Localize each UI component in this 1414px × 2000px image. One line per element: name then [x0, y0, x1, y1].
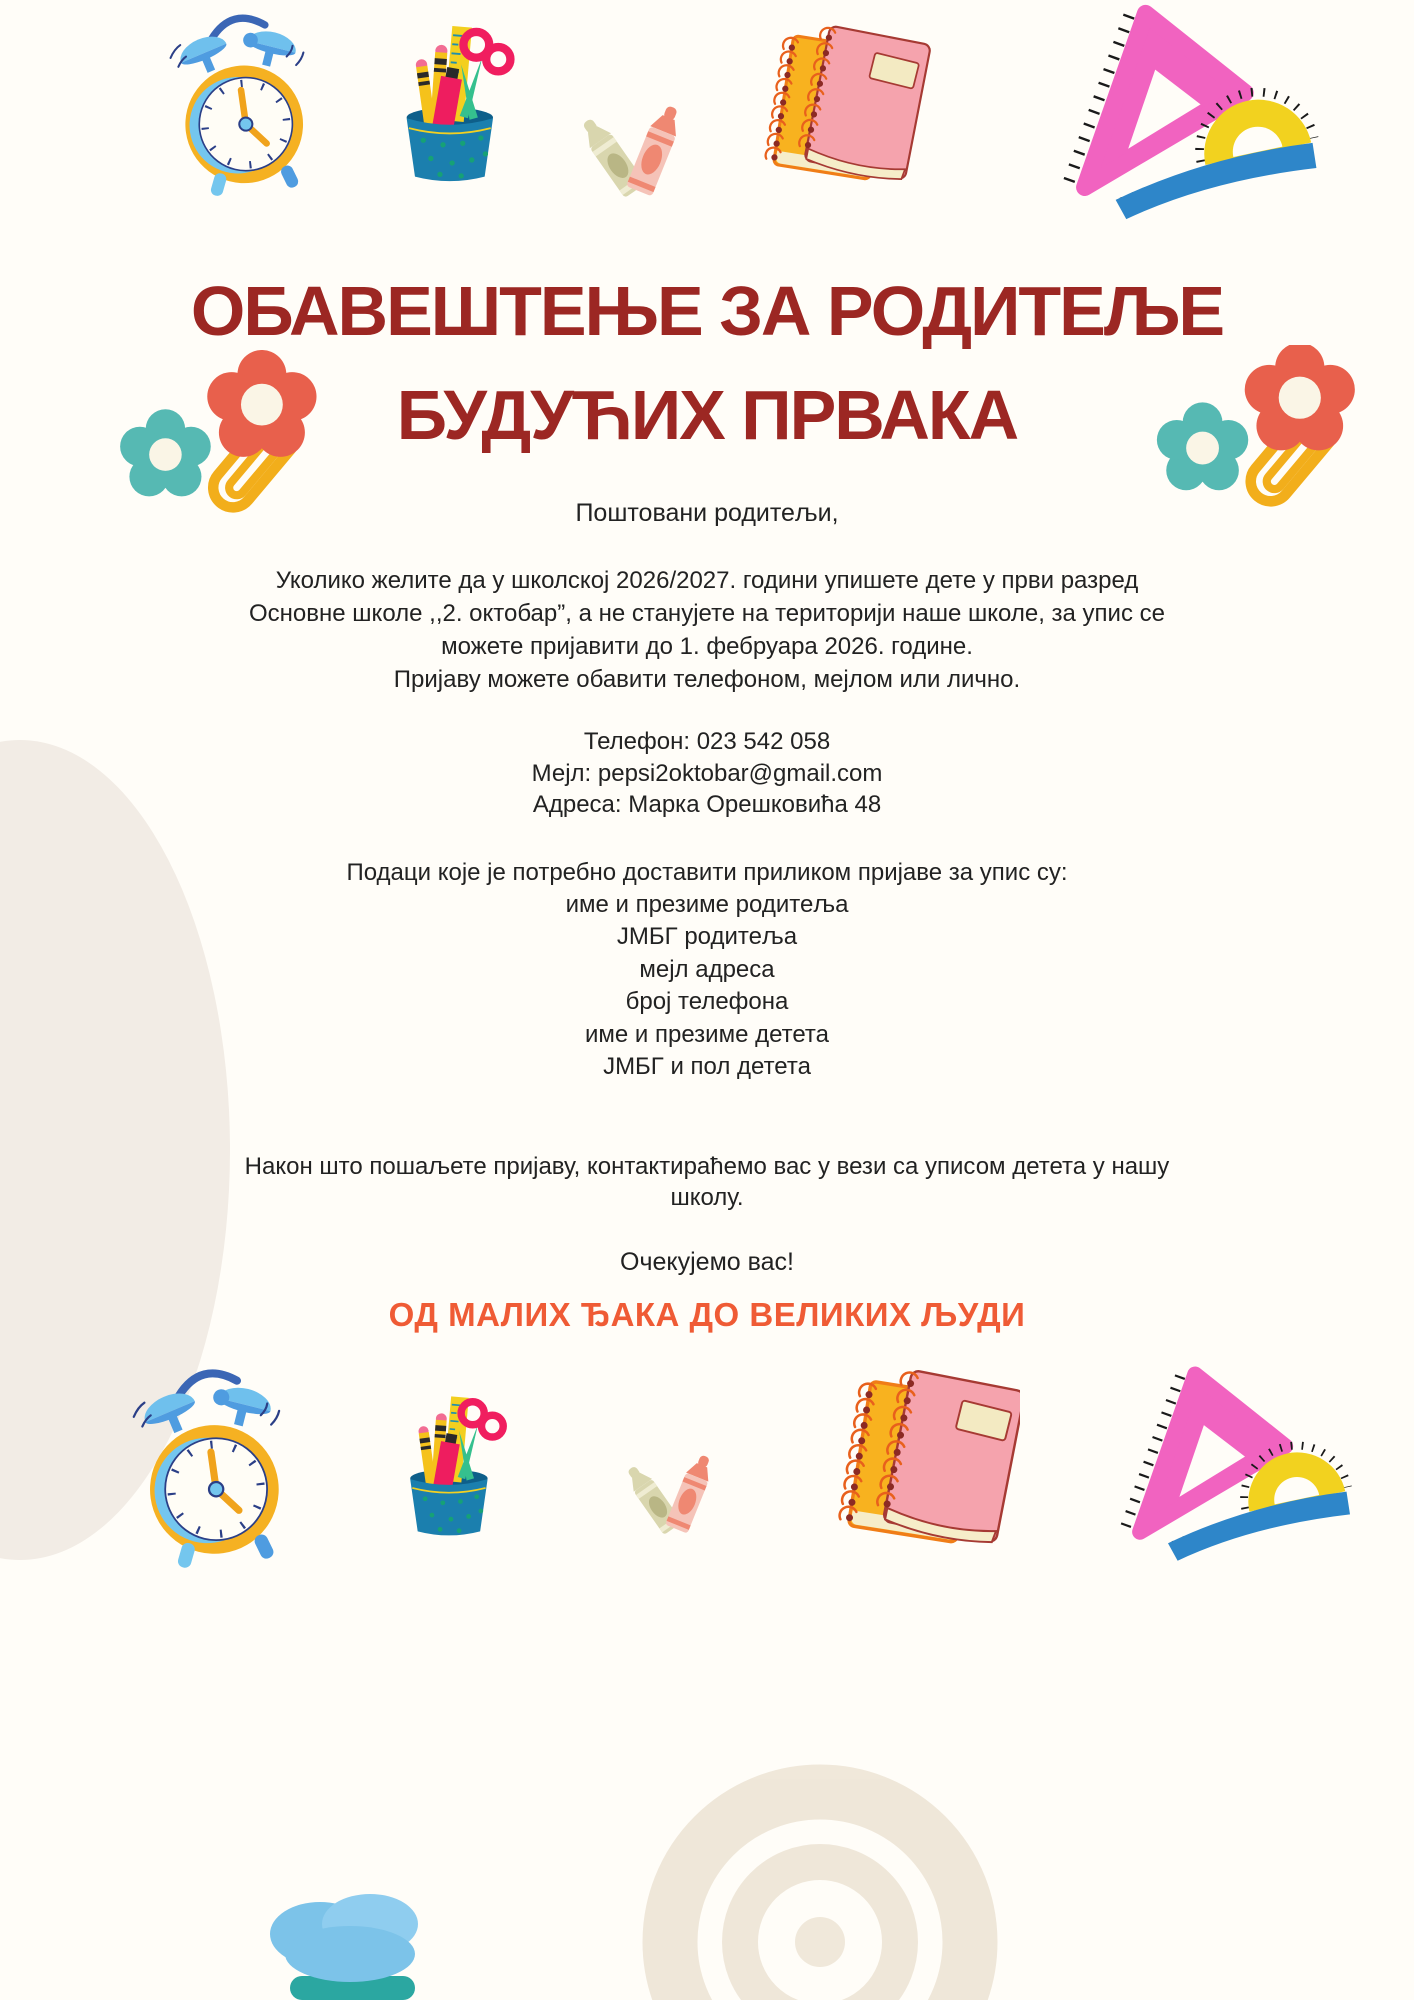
contact-block [0, 726, 1414, 821]
school-slogan: ОД МАЛИХ ЂАКА ДО ВЕЛИКИХ ЉУДИ [388, 1296, 1026, 1333]
intro-paragraph [0, 564, 1414, 696]
tan-swirl-icon [600, 1752, 1040, 2000]
notebooks-icon [750, 20, 938, 198]
requirement-item: ЈМБГ и пол детета [603, 1053, 811, 1081]
intro-line: Уколико желите да у школској 2026/2027. години упишете дете у први разред [275, 567, 1139, 594]
geometry-set-icon [1045, 2, 1333, 224]
crayons-icon [565, 85, 710, 205]
pencil-cup-icon [393, 14, 518, 190]
page-title-line1: ОБАВЕШТЕЊЕ ЗА РОДИТЕЉЕ [190, 272, 1224, 350]
alarm-clock-icon [150, 6, 335, 198]
page-title [0, 259, 1414, 467]
page-title-line2: БУДУЋИХ ПРВАКА [396, 376, 1018, 454]
crayons-icon [615, 1420, 735, 1558]
welcome-text: Очекујемо вас! [620, 1248, 794, 1276]
requirement-item: име и презиме родитеља [565, 891, 849, 918]
requirements-heading: Подаци које је потребно доставити приликом пријаве за упис су: [346, 859, 1068, 886]
geometry-set-icon [1112, 1352, 1357, 1577]
closing-note [0, 1151, 1414, 1213]
notebooks-icon [835, 1362, 1020, 1565]
intro-line: Основне школе ,,2. октобар”, а не станујете на територији наше школе, за упис се [249, 600, 1165, 627]
requirement-item: број телефона [625, 988, 789, 1016]
intro-line: можете пријавити до 1. фебруара 2026. године. [441, 633, 973, 660]
closing-note-line: школу. [670, 1184, 744, 1211]
requirement-item: мејл адреса [639, 955, 775, 983]
requirement-item: ЈМБГ родитеља [616, 923, 798, 951]
requirements-list [0, 889, 1414, 1083]
contact-phone: Телефон: 023 542 058 [583, 728, 831, 755]
pencil-cup-icon [398, 1362, 510, 1567]
contact-email: Мејл: pepsi2oktobar@gmail.com [531, 759, 883, 787]
contact-address: Адреса: Марка Орешковића 48 [532, 791, 882, 818]
closing-note-line: Након што пошаљете пријаву, контактираћемо вас у вези са уписом детета у нашу [244, 1153, 1170, 1180]
intro-line: Пријаву можете обавити телефоном, мејлом или лично. [393, 666, 1021, 693]
blue-paint-blob-icon [255, 1882, 450, 2000]
alarm-clock-icon [120, 1360, 305, 1570]
greeting-text: Поштовани родитељи, [575, 499, 839, 527]
requirement-item: име и презиме детета [585, 1020, 829, 1048]
